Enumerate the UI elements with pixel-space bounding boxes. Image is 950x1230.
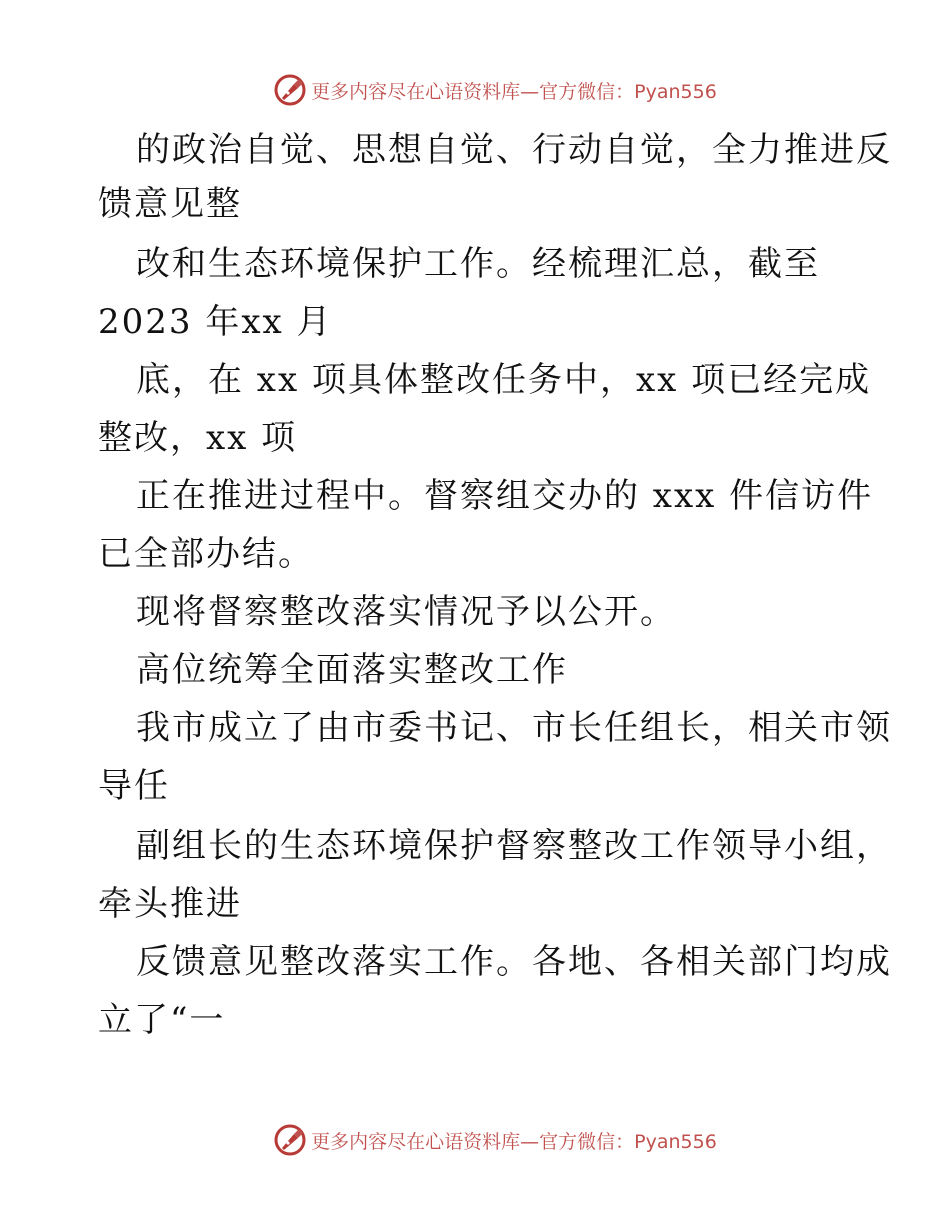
footer-watermark [0, 1120, 950, 1160]
watermark-text: 更多内容尽在心语资料库—官方微信：Pyan556 [311, 80, 717, 103]
body-line: 的政治自觉、思想自觉、行动自觉，全力推进反 [136, 130, 892, 170]
body-line: 副组长的生态环境保护督察整改工作领导小组， [136, 826, 892, 866]
body-line: 整改，xx 项 [98, 418, 298, 458]
body-line: 底，在 xx 项具体整改任务中，xx 项已经完成 [136, 360, 872, 400]
body-line: 改和生态环境保护工作。经梳理汇总，截至 [136, 244, 820, 284]
pen-nib-logo-icon [273, 73, 307, 107]
section-heading: 高位统筹全面落实整改工作 [136, 650, 568, 690]
pen-nib-logo-icon [273, 1123, 307, 1157]
header-watermark [0, 70, 950, 110]
body-line: 馈意见整 [98, 184, 242, 224]
header-watermark-content [273, 73, 717, 107]
body-line: 已全部办结。 [98, 534, 314, 574]
footer-watermark-content [273, 1123, 717, 1157]
body-line: 导任 [98, 766, 170, 806]
body-line: 2023 年xx 月 [98, 302, 333, 342]
body-line: 现将督察整改落实情况予以公开。 [136, 592, 676, 632]
body-line: 立了“一 [98, 1000, 226, 1040]
body-line: 正在推进过程中。督察组交办的 xxx 件信访件 [136, 476, 874, 516]
body-line: 我市成立了由市委书记、市长任组长，相关市领 [136, 708, 892, 748]
watermark-text: 更多内容尽在心语资料库—官方微信：Pyan556 [311, 1130, 717, 1153]
body-line: 反馈意见整改落实工作。各地、各相关部门均成 [136, 942, 892, 982]
body-line: 牵头推进 [98, 884, 242, 924]
